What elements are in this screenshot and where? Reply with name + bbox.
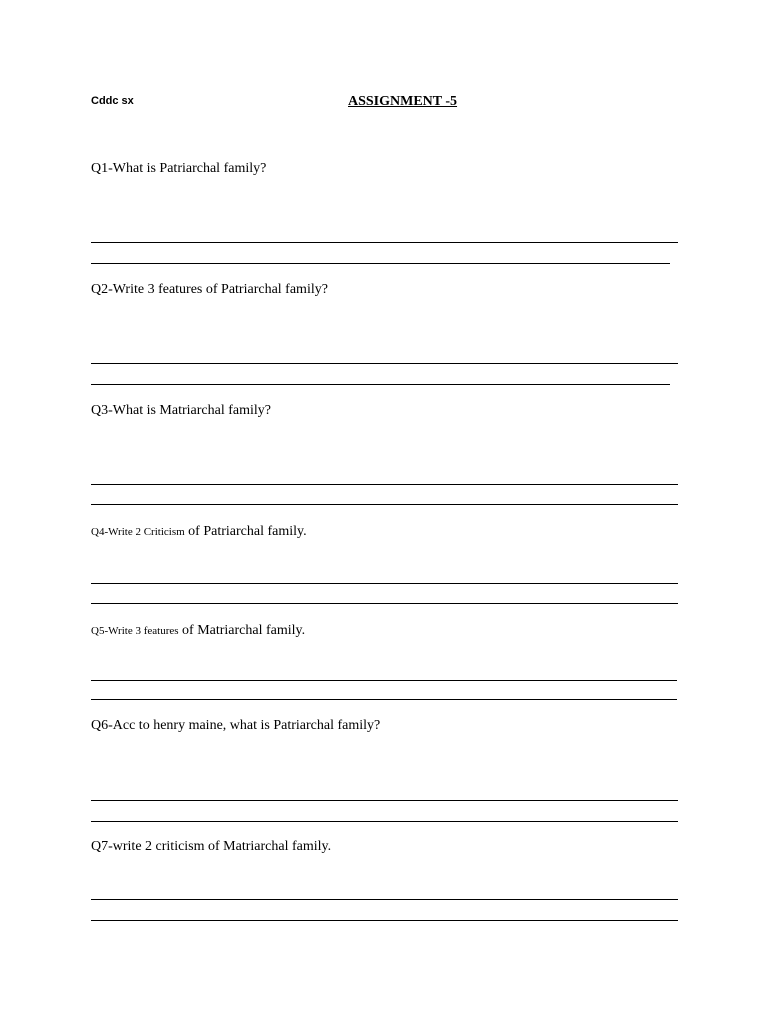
assignment-title: ASSIGNMENT -5 — [348, 94, 458, 109]
answer-line — [91, 583, 678, 584]
answer-line — [91, 363, 678, 364]
answer-line — [91, 899, 678, 900]
answer-line — [91, 484, 678, 485]
question-6: Q6-Acc to henry maine, what is Patriarchal family? — [91, 718, 381, 733]
answer-line — [91, 603, 678, 604]
question-5-suffix: of Matriarchal family. — [178, 623, 306, 638]
answer-line — [91, 800, 678, 801]
question-7: Q7-write 2 criticism of Matriarchal family. — [91, 839, 332, 854]
question-4-prefix: Q4-Write 2 Criticism — [91, 526, 185, 538]
question-4-suffix: of Patriarchal family. — [184, 524, 307, 539]
question-3: Q3-What is Matriarchal family? — [91, 403, 271, 418]
header-left-text: Cddc sx — [91, 95, 134, 107]
question-4 — [91, 524, 307, 540]
question-5 — [91, 623, 305, 639]
answer-line — [91, 263, 670, 264]
answer-line — [91, 384, 670, 385]
question-5-prefix: Q5-Write 3 features — [91, 625, 179, 637]
answer-line — [91, 504, 678, 505]
answer-line — [91, 699, 677, 700]
answer-line — [91, 920, 678, 921]
question-1: Q1-What is Patriarchal family? — [91, 161, 267, 176]
answer-line — [91, 242, 678, 243]
question-2: Q2-Write 3 features of Patriarchal family? — [91, 282, 328, 297]
answer-line — [91, 680, 677, 681]
answer-line — [91, 821, 678, 822]
